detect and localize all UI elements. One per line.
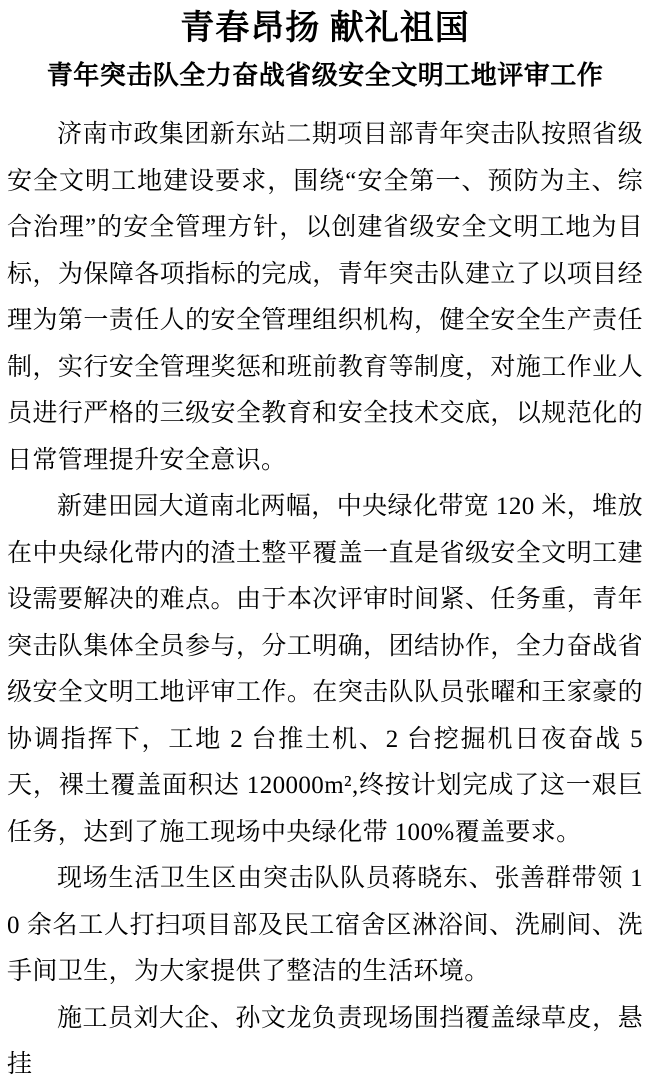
- document-title: 青春昂扬 献礼祖国: [180, 10, 470, 47]
- document-page: [0, 8, 650, 1089]
- document-subtitle: 青年突击队全力奋战省级安全文明工地评审工作: [46, 61, 604, 90]
- document-body: [7, 112, 643, 1089]
- paragraph-intro-safety-management: 济南市政集团新东站二期项目部青年突击队按照省级安全文明工地建设要求，围绕“安全第一、预防为主、综合治理”的安全管理方针，以创建省级安全文明工地为目标，为保障各项指标的完成，青年突击队建立了以项目经理为第一责任人的安全管理组织机构，健全安全生产责任制，实行安全管理奖惩和班前教育等制度，对施工作业人员进行严格的三级安全教育和安全技术交底，以规范化的日常管理提升安全意识。: [7, 121, 643, 474]
- paragraph-fence-covering: 施工员刘大企、孙文龙负责现场围挡覆盖绿草皮，悬挂: [7, 1004, 643, 1078]
- paragraph-sanitation-area: 现场生活卫生区由突击队队员蒋晓东、张善群带领 10 余名工人打扫项目部及民工宿舍区淋浴间、洗刷间、洗手间卫生，为大家提供了整洁的生活环境。: [7, 865, 643, 985]
- paragraph-green-belt-coverage: 新建田园大道南北两幅，中央绿化带宽 120 米，堆放在中央绿化带内的渣土整平覆盖一直是省级安全文明工建设需要解决的难点。由于本次评审时间紧、任务重，青年突击队集体全员参与，分工明确，团结协作，全力奋战省级安全文明工地评审工作。在突击队队员张曜和王家豪的协调指挥下，工地 2 台推土机、2 台挖掘机日夜奋战 5 天，裸土覆盖面积达 120000m²,终按计划完成了这一艰巨任务，达到了施工现场中央绿化带 100%覆盖要求。: [7, 493, 643, 846]
